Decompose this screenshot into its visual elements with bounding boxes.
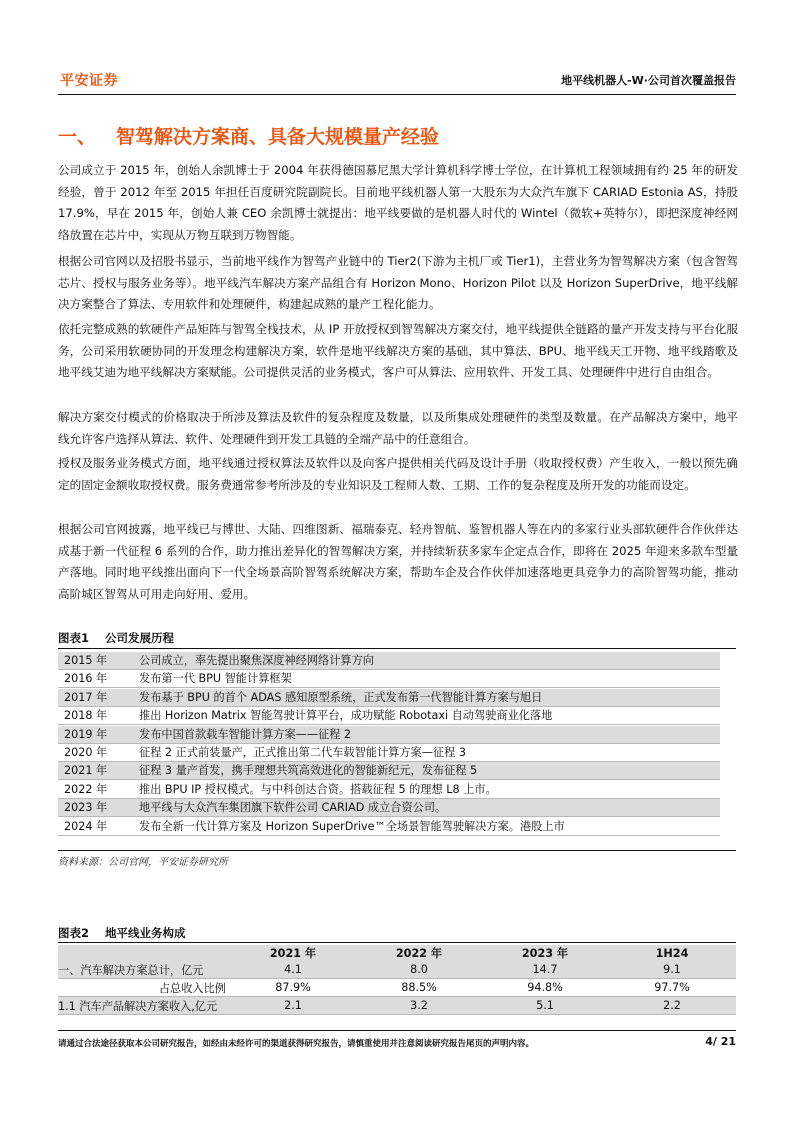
paragraph-4: 解决方案交付模式的价格取决于所涉及算法及软件的复杂程度及数量，以及所集成处理硬件的类型及数量。在产品解决方案中，地平线允许客户选择从算法、软件、处理硬件到开发工具链的全端产品中的任意组合。 — [58, 410, 738, 446]
page-number: 4/ 21 — [705, 1035, 736, 1048]
figure1-source: 资料来源：公司官网，平安证券研究所 — [58, 857, 228, 868]
cell-value: 4.1 — [230, 961, 356, 979]
column-header: 2021 年 — [230, 945, 356, 961]
figure1-label: 图表1 公司发展历程 — [58, 631, 175, 645]
table-row — [58, 961, 736, 979]
timeline-year: 2018 年 — [64, 709, 108, 723]
column-header — [58, 945, 230, 961]
figure2-top-rule — [58, 942, 736, 943]
timeline-row — [58, 689, 720, 707]
timeline-event: 发布基于 BPU 的首个 ADAS 感知原型系统，正式发布第一代智能计算方案与旭日 — [139, 690, 543, 704]
paragraph-1: 公司成立于 2015 年，创始人余凯博士于 2004 年获得德国慕尼黑大学计算机科学博士学位，在计算机工程领域拥有约 25 年的研发经验，曾于 2012 年至 2015 年担任百度研究院副院长。目前地平线机器人第一大股东为大众汽车旗下 CARIAD Estonia AS，持股 17.9%，早在 2015 年，创始人兼 CEO 余凯博士就提出：地平线要做的是机器人时代的 Wintel（微软+英特尔），即把深度神经网络放置在芯片中，实现从万物互联到万物智能。 — [58, 163, 738, 242]
cell-value: 88.5% — [356, 979, 482, 997]
figure2-header — [58, 922, 736, 939]
timeline-year: 2016 年 — [64, 672, 108, 686]
table-row — [58, 997, 736, 1015]
figure1-top-rule — [58, 648, 736, 649]
footer-divider — [58, 1030, 736, 1031]
timeline-year: 2017 年 — [64, 690, 108, 704]
row-label: 占总收入比例 — [58, 979, 230, 997]
cell-value: 97.7% — [608, 979, 736, 997]
table-row — [58, 979, 736, 997]
column-header: 2023 年 — [482, 945, 608, 961]
business-table-header — [58, 945, 736, 961]
business-table — [58, 945, 736, 1015]
footer-disclaimer: 请通过合法途径获取本公司研究报告，如经由未经许可的渠道获得研究报告，请慎重使用并注意阅读研究报告尾页的声明内容。 — [58, 1039, 535, 1049]
cell-value: 94.8% — [482, 979, 608, 997]
cell-value: 9.1 — [608, 961, 736, 979]
timeline-row — [58, 670, 720, 688]
timeline-row — [58, 781, 720, 799]
report-title: 地平线机器人-W·公司首次覆盖报告 — [561, 74, 736, 87]
figure1-bottom-rule — [58, 850, 736, 851]
column-header: 2022 年 — [356, 945, 482, 961]
row-label: 1.1 汽车产品解决方案收入,亿元 — [58, 997, 230, 1015]
row-label: 一、汽车解决方案总计，亿元 — [58, 961, 230, 979]
timeline-row — [58, 799, 720, 817]
timeline-row — [58, 707, 720, 725]
cell-value: 8.0 — [356, 961, 482, 979]
paragraph-2: 根据公司官网以及招股书显示，当前地平线作为智驾产业链中的 Tier2(下游为主机厂或 Tier1)，主营业务为智驾解决方案（包含智驾芯片、授权与服务业务等）。地平线汽车解决方案产品组合有 Horizon Mono、Horizon Pilot 以及 Horizon SuperDrive，地平线解决方案整合了算法、专用软件和处理硬件，构建起成熟的量产工程化能力。 — [58, 254, 738, 311]
section-title: 一、 智驾解决方案商、具备大规模量产经验 — [58, 126, 439, 148]
cell-value: 87.9% — [230, 979, 356, 997]
timeline-event: 发布中国首款载车智能计算方案——征程 2 — [139, 727, 352, 741]
paragraph-6: 根据公司官网披露，地平线已与博世、大陆、四维图新、福瑞泰克、轻舟智航、鉴智机器人等在内的多家行业头部软硬件合作伙伴达成基于新一代征程 6 系列的合作，助力推出差异化的智驾解决方案，并持续斩获多家车企定点合作，即将在 2025 年迎来多款车型量产落地。同时地平线推出面向下一代全场景高阶智驾系统解决方案，帮助车企及合作伙伴加速落地更具竞争力的高阶智驾功能，推动高阶城区智驾从可用走向好用、爱用。 — [58, 522, 738, 601]
cell-value: 2.1 — [230, 997, 356, 1015]
paragraph-5: 授权及服务业务模式方面，地平线通过授权算法及软件以及向客户提供相关代码及设计手册（收取授权费）产生收入，一般以预先确定的固定金额收取授权费。服务费通常参考所涉及的专业知识及工程师人数、工期、工作的复杂程度及所开发的功能而设定。 — [58, 456, 738, 492]
timeline-year: 2021 年 — [64, 764, 108, 778]
paragraph-3: 依托完整成熟的软硬件产品矩阵与智驾全栈技术，从 IP 开放授权到智驾解决方案交付，地平线提供全链路的量产开发支持与平台化服务，公司采用软硬协同的开发理念构建解决方案，软件是地平线解决方案的基础，其中算法、BPU、地平线天工开物、地平线踏歌及地平线艾迪为地平线解决方案赋能。公司提供灵活的业务模式，客户可从算法、应用软件、开发工具、处理硬件中进行自由组合。 — [58, 322, 738, 379]
timeline-row — [58, 652, 720, 670]
timeline-row — [58, 818, 720, 836]
cell-value: 2.2 — [608, 997, 736, 1015]
timeline-event: 发布第一代 BPU 智能计算框架 — [139, 672, 292, 686]
timeline-event: 公司成立，率先提出聚焦深度神经网络计算方向 — [139, 654, 374, 667]
timeline-event: 发布全新一代计算方案及 Horizon SuperDrive™全场景智能驾驶解决方案。港股上市 — [139, 819, 565, 833]
figure2-label: 图表2 地平线业务构成 — [58, 926, 186, 940]
timeline-year: 2023 年 — [64, 801, 108, 815]
cell-value: 5.1 — [482, 997, 608, 1015]
brand-logo: 平安证券 — [60, 73, 118, 89]
header-divider — [58, 94, 736, 95]
timeline-event: 推出 Horizon Matrix 智能驾驶计算平台，成功赋能 Robotaxi 自动驾驶商业化落地 — [139, 709, 553, 723]
timeline-event: 征程 3 量产首发，携手理想共筑高效进化的智能新纪元，发布征程 5 — [139, 764, 478, 778]
timeline-row — [58, 726, 720, 744]
timeline-year: 2020 年 — [64, 746, 108, 759]
timeline-year: 2022 年 — [64, 782, 108, 796]
timeline-event: 征程 2 正式前装量产，正式推出第二代车载智能计算方案—征程 3 — [139, 746, 466, 759]
figure1-header — [58, 627, 736, 644]
timeline-year: 2019 年 — [64, 727, 108, 741]
timeline-event: 地平线与大众汽车集团旗下软件公司 CARIAD 成立合资公司。 — [139, 801, 447, 815]
timeline-row — [58, 744, 720, 762]
column-header: 1H24 — [608, 945, 736, 961]
cell-value: 14.7 — [482, 961, 608, 979]
timeline-row — [58, 762, 720, 780]
timeline-year: 2015 年 — [64, 654, 108, 667]
timeline-year: 2024 年 — [64, 819, 108, 833]
timeline-event: 推出 BPU IP 授权模式。与中科创达合资。搭载征程 5 的理想 L8 上市。 — [139, 782, 497, 796]
cell-value: 3.2 — [356, 997, 482, 1015]
